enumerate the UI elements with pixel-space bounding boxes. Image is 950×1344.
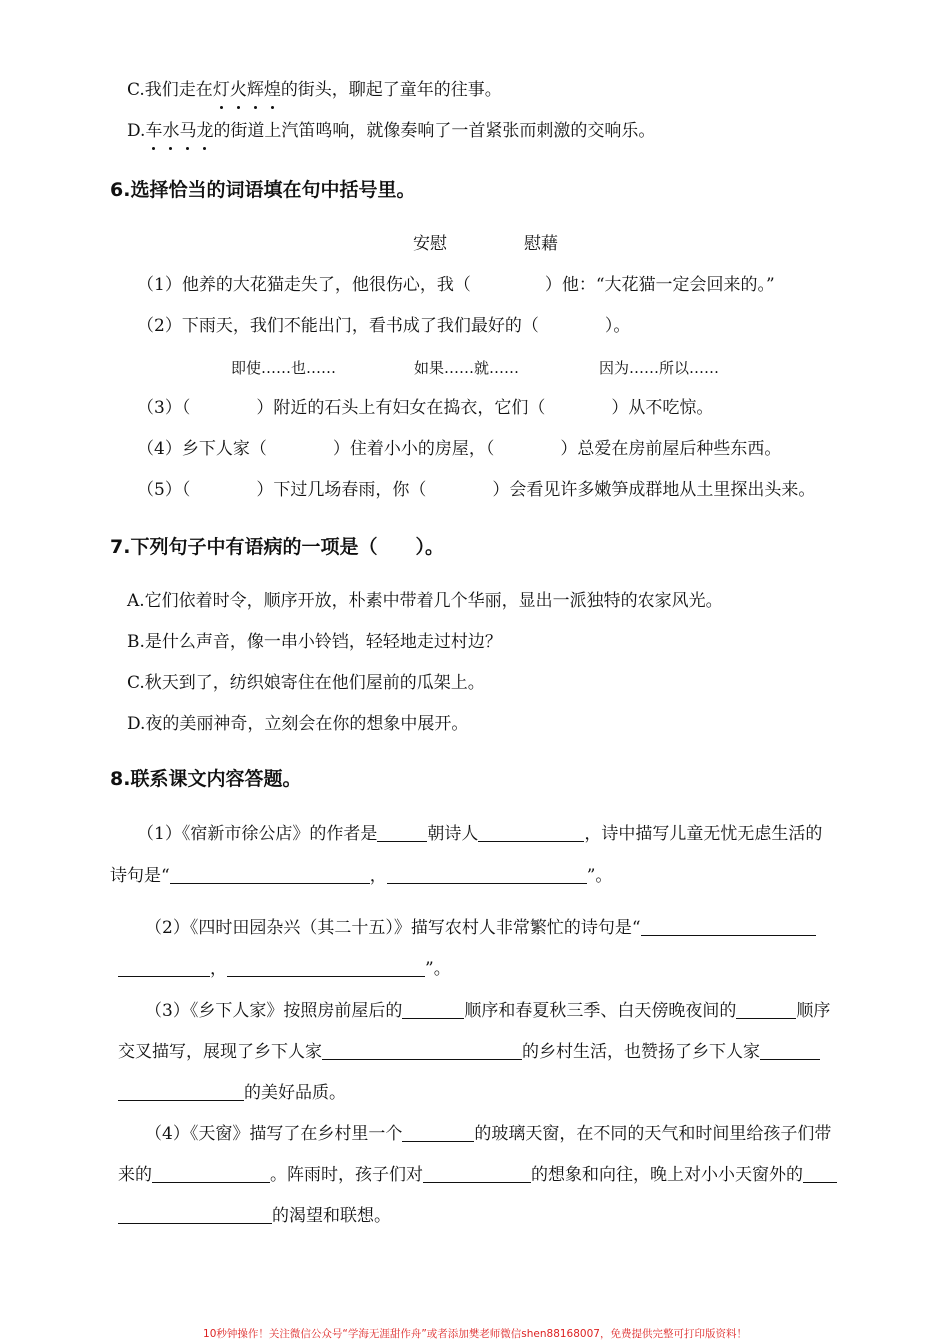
footer-notice: 10秒钟操作！关注微信公众号“学海无涯甜作舟”或者添加樊老师微信shen88168007，免费提供完整可打印版资料！	[203, 1328, 747, 1340]
answer-blank[interactable]	[118, 1082, 244, 1101]
q5-option-d-suffix: 的街道上汽笛鸣响，就像奏响了一首紧张而刺激的交响乐。	[213, 121, 656, 141]
q6-sentence-1	[137, 273, 775, 297]
q7-option-c: C.秋天到了，纺织娘寄住在他们屋前的瓜架上。	[127, 673, 485, 693]
q5-option-c	[127, 78, 502, 102]
q8-part-4-e: 的想象和向往，晚上对小小天窗外的	[531, 1165, 803, 1185]
q8-title: 8.联系课文内容答题。	[110, 768, 302, 790]
q6-sentence-3-a: （3）（	[137, 398, 191, 418]
q8-part-1-c: ，诗中描写儿童无忧无虑生活的	[584, 824, 823, 844]
q5-option-d	[127, 119, 655, 143]
q8-part-4-line-2	[118, 1163, 837, 1187]
q6-sentence-5-a: （5）（	[137, 480, 191, 500]
q6-sentence-3-b: ）附近的石头上有妇女在捣衣，它们（	[256, 398, 546, 418]
q7-option-d: D.夜的美丽神奇，立刻会在你的想象中展开。	[127, 714, 469, 734]
q8-part-1-a: （1）《宿新市徐公店》的作者是	[137, 824, 378, 844]
q6-sentence-4-c: ）总爱在房前屋后种些东西。	[560, 439, 782, 459]
answer-blank[interactable]	[803, 1164, 837, 1183]
q8-part-3-f: 的美好品质。	[244, 1083, 346, 1103]
q8-part-3-e: 的乡村生活，也赞扬了乡下人家	[522, 1042, 760, 1062]
q6-word-1: 安慰	[413, 234, 447, 254]
q5-option-d-prefix: D.	[127, 121, 146, 141]
q6-word-3: 即使……也……	[231, 359, 337, 377]
answer-blank[interactable]	[152, 1164, 270, 1183]
answer-blank[interactable]	[423, 1164, 531, 1183]
q6-sentence-5	[137, 478, 815, 502]
dotted-char: 辉	[246, 80, 264, 100]
q8-part-3-b: 顺序和春夏秋三季、白天傍晚夜间的	[464, 1001, 737, 1021]
dotted-char: 水	[162, 121, 180, 141]
answer-blank[interactable]	[387, 865, 587, 884]
dotted-char: 马	[179, 121, 197, 141]
q8-part-3-a: （3）《乡下人家》按照房前屋后的	[145, 1001, 403, 1021]
q7-option-b: B.是什么声音，像一串小铃铛，轻轻地走过村边？	[127, 632, 502, 652]
answer-blank[interactable]	[170, 865, 370, 884]
q6-sentence-3	[137, 396, 713, 420]
q6-sentence-4	[137, 437, 781, 461]
answer-blank[interactable]	[736, 1000, 796, 1019]
q8-part-1-b: 朝诗人	[427, 824, 479, 844]
q8-part-4-line-3	[118, 1204, 391, 1228]
q8-part-1-f: ”。	[586, 866, 613, 886]
answer-blank[interactable]	[118, 1205, 272, 1224]
dotted-char: 灯	[212, 80, 230, 100]
q8-part-4-c: 来的	[118, 1165, 152, 1185]
q6-word-5: 因为……所以……	[599, 359, 720, 377]
q8-part-2-c: ”。	[425, 959, 451, 979]
q8-part-4-f: 的渴望和联想。	[272, 1206, 391, 1226]
q8-part-3-line-3	[118, 1081, 346, 1105]
q8-part-3-line-1	[145, 999, 830, 1023]
q8-part-4-a: （4）《天窗》描写了在乡村里一个	[145, 1124, 403, 1144]
q8-part-2-b: ，	[210, 959, 227, 979]
q6-sentence-5-c: ）会看见许多嫩笋成群地从土里探出头来。	[492, 480, 816, 500]
q5-option-c-suffix: 的街头，聊起了童年的往事。	[280, 80, 502, 100]
q6-sentence-2-b: ）。	[604, 316, 631, 336]
q8-part-1-e: ，	[369, 866, 387, 886]
q6-sentence-4-b: ）住着小小的房屋，（	[332, 439, 495, 459]
q5-option-c-prefix: C.我们走在	[127, 80, 213, 100]
q6-sentence-2-a: （2）下雨天，我们不能出门，看书成了我们最好的（	[137, 316, 539, 336]
answer-blank[interactable]	[760, 1041, 820, 1060]
q6-word-4: 如果……就……	[414, 359, 520, 377]
q6-sentence-4-a: （4）乡下人家（	[137, 439, 267, 459]
q6-sentence-2	[137, 314, 630, 338]
q7-option-a: A.它们依着时令，顺序开放，朴素中带着几个华丽，显出一派独特的农家风光。	[127, 591, 723, 611]
answer-blank[interactable]	[402, 1000, 464, 1019]
q6-sentence-1-a: （1）他养的大花猫走失了，他很伤心，我（	[137, 275, 471, 295]
q8-part-3-c: 顺序	[796, 1001, 831, 1021]
answer-blank[interactable]	[478, 823, 584, 842]
q8-part-2-a: （2）《四时田园杂兴（其二十五）》描写农村人非常繁忙的诗句是“	[145, 918, 641, 938]
dotted-char: 车	[145, 121, 163, 141]
answer-blank[interactable]	[227, 958, 425, 977]
q6-sentence-3-c: ）从不吃惊。	[611, 398, 714, 418]
q6-sentence-5-b: ）下过几场春雨，你（	[256, 480, 427, 500]
q7-title: 7.下列句子中有语病的一项是（ ）。	[110, 536, 444, 558]
q8-part-3-line-2	[118, 1040, 820, 1064]
q8-part-1-d: 诗句是“	[110, 866, 170, 886]
dotted-char: 煌	[263, 80, 281, 100]
answer-blank[interactable]	[402, 1123, 474, 1142]
q8-part-4-line-1	[145, 1122, 831, 1146]
q8-part-4-b: 的玻璃天窗，在不同的天气和时间里给孩子们带	[474, 1124, 832, 1144]
q6-sentence-1-b: ）他：“大花猫一定会回来的。”	[544, 275, 775, 295]
answer-blank[interactable]	[641, 917, 816, 936]
q8-part-3-d: 交叉描写，展现了乡下人家	[118, 1042, 322, 1062]
q6-word-2: 慰藉	[524, 234, 558, 254]
q8-part-2-line-2	[118, 957, 451, 981]
answer-blank[interactable]	[118, 958, 210, 977]
q8-part-4-d: 。阵雨时，孩子们对	[270, 1165, 423, 1185]
answer-blank[interactable]	[377, 823, 427, 842]
q8-part-2-line-1	[145, 916, 816, 940]
q6-title: 6.选择恰当的词语填在句中括号里。	[110, 179, 416, 201]
q8-part-1-line-2	[110, 864, 612, 888]
dotted-char: 火	[229, 80, 247, 100]
dotted-char: 龙	[196, 121, 214, 141]
q8-part-1-line-1	[137, 822, 822, 846]
answer-blank[interactable]	[322, 1041, 522, 1060]
